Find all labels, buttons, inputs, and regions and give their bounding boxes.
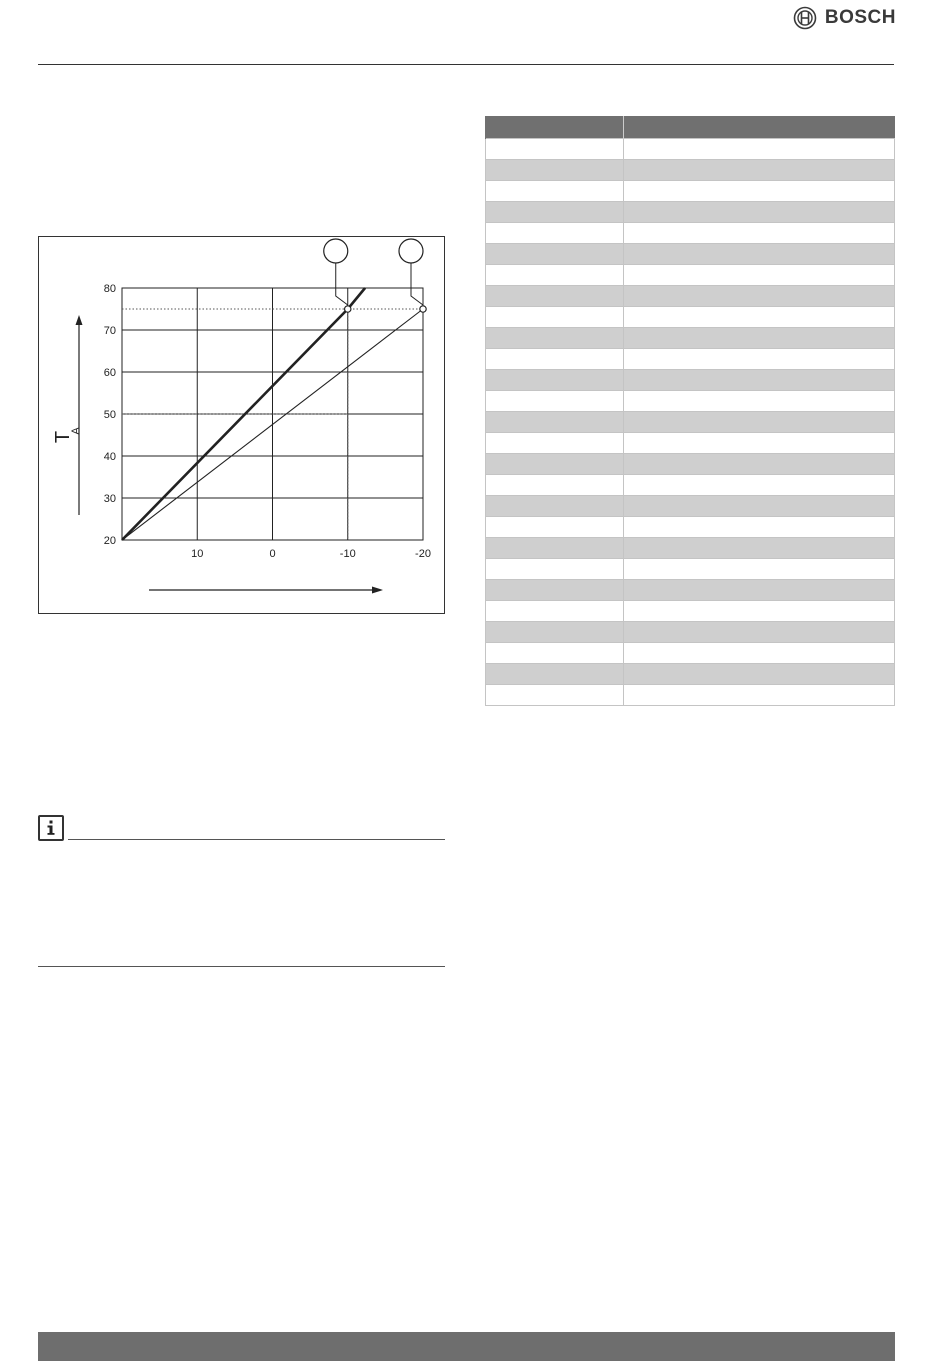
table-cell	[624, 433, 895, 454]
table-row	[486, 307, 895, 328]
table-row	[486, 160, 895, 181]
table-cell	[624, 328, 895, 349]
table-cell	[624, 202, 895, 223]
table-row	[486, 202, 895, 223]
table-header-cell	[486, 116, 624, 139]
brand-name: BOSCH	[824, 7, 896, 28]
table-row	[486, 370, 895, 391]
data-table	[485, 116, 895, 706]
table-cell	[624, 664, 895, 685]
table-row	[486, 139, 895, 160]
x-arrow-head	[372, 587, 383, 594]
table-cell	[486, 622, 624, 643]
table-row	[486, 643, 895, 664]
callout-leader	[336, 258, 348, 305]
table-cell	[624, 517, 895, 538]
table-row	[486, 622, 895, 643]
table-row	[486, 685, 895, 706]
table-row	[486, 538, 895, 559]
y-axis-label: T	[52, 430, 74, 444]
table-cell	[624, 643, 895, 664]
info-icon	[38, 815, 64, 841]
table-cell	[624, 685, 895, 706]
table-cell	[624, 559, 895, 580]
table-cell	[624, 601, 895, 622]
table-cell	[624, 622, 895, 643]
table-row	[486, 244, 895, 265]
table-header-row	[486, 116, 895, 139]
table-cell	[624, 223, 895, 244]
table-cell	[486, 496, 624, 517]
table-header-cell	[624, 116, 895, 139]
table-row	[486, 433, 895, 454]
table-cell	[486, 685, 624, 706]
table-row	[486, 223, 895, 244]
table-cell	[624, 181, 895, 202]
table-cell	[486, 391, 624, 412]
table-row	[486, 328, 895, 349]
table-cell	[624, 496, 895, 517]
table-cell	[624, 139, 895, 160]
table-cell	[486, 265, 624, 286]
table-cell	[486, 475, 624, 496]
table-cell	[486, 181, 624, 202]
table-cell	[624, 454, 895, 475]
info-bottom-rule	[38, 966, 445, 967]
table-cell	[486, 664, 624, 685]
table-cell	[624, 370, 895, 391]
table-cell	[486, 286, 624, 307]
table-row	[486, 580, 895, 601]
table-cell	[486, 559, 624, 580]
x-tick-label: -10	[339, 548, 356, 560]
callout-circle-icon	[399, 239, 423, 263]
table-cell	[486, 454, 624, 475]
table-cell	[486, 643, 624, 664]
header-divider	[38, 64, 894, 65]
table-cell	[624, 286, 895, 307]
table-cell	[486, 307, 624, 328]
table-cell	[624, 160, 895, 181]
table-row	[486, 664, 895, 685]
table-row	[486, 412, 895, 433]
y-tick-label: 50	[103, 409, 116, 421]
table-cell	[486, 580, 624, 601]
y-tick-label: 60	[103, 367, 116, 379]
table-cell	[624, 475, 895, 496]
table-cell	[486, 328, 624, 349]
table-cell	[486, 433, 624, 454]
table-row	[486, 517, 895, 538]
table-row	[486, 475, 895, 496]
table-cell	[486, 139, 624, 160]
table-row	[486, 349, 895, 370]
y-tick-label: 30	[103, 493, 116, 505]
table-row	[486, 496, 895, 517]
table-cell	[624, 391, 895, 412]
data-marker	[420, 306, 426, 312]
table-row	[486, 454, 895, 475]
table-cell	[486, 517, 624, 538]
y-tick-label: 70	[103, 325, 116, 337]
y-tick-label: 20	[103, 535, 116, 547]
x-tick-label: 10	[191, 548, 204, 560]
table-row	[486, 391, 895, 412]
table-cell	[486, 223, 624, 244]
table-row	[486, 559, 895, 580]
table-cell	[486, 349, 624, 370]
info-note	[38, 815, 445, 967]
heating-curve-chart	[39, 237, 444, 613]
heating-curve-figure	[38, 236, 445, 614]
table-cell	[624, 307, 895, 328]
chart-ticks	[104, 283, 431, 560]
y-arrow-head	[76, 315, 83, 325]
table-cell	[486, 538, 624, 559]
table-cell	[486, 412, 624, 433]
callout-leader	[411, 258, 423, 305]
footer-bar	[38, 1332, 895, 1361]
data-marker	[345, 306, 351, 312]
table-cell	[624, 244, 895, 265]
brand-logo	[793, 6, 896, 30]
y-axis-label-subscript: A	[70, 427, 82, 435]
table-cell	[486, 160, 624, 181]
table-cell	[624, 580, 895, 601]
table-cell	[486, 601, 624, 622]
table-cell	[624, 349, 895, 370]
table-cell	[486, 370, 624, 391]
y-tick-label: 80	[103, 283, 116, 295]
table-row	[486, 181, 895, 202]
table-cell	[486, 244, 624, 265]
info-top-rule	[68, 839, 445, 840]
x-tick-label: -20	[415, 548, 431, 560]
table-cell	[624, 265, 895, 286]
table-row	[486, 601, 895, 622]
bosch-armature-icon	[793, 6, 817, 30]
table-row	[486, 286, 895, 307]
table-cell	[624, 412, 895, 433]
table-cell	[486, 202, 624, 223]
y-tick-label: 40	[103, 451, 116, 463]
table-cell	[624, 538, 895, 559]
callout-circle-icon	[324, 239, 348, 263]
table-row	[486, 265, 895, 286]
x-tick-label: 0	[269, 548, 276, 560]
